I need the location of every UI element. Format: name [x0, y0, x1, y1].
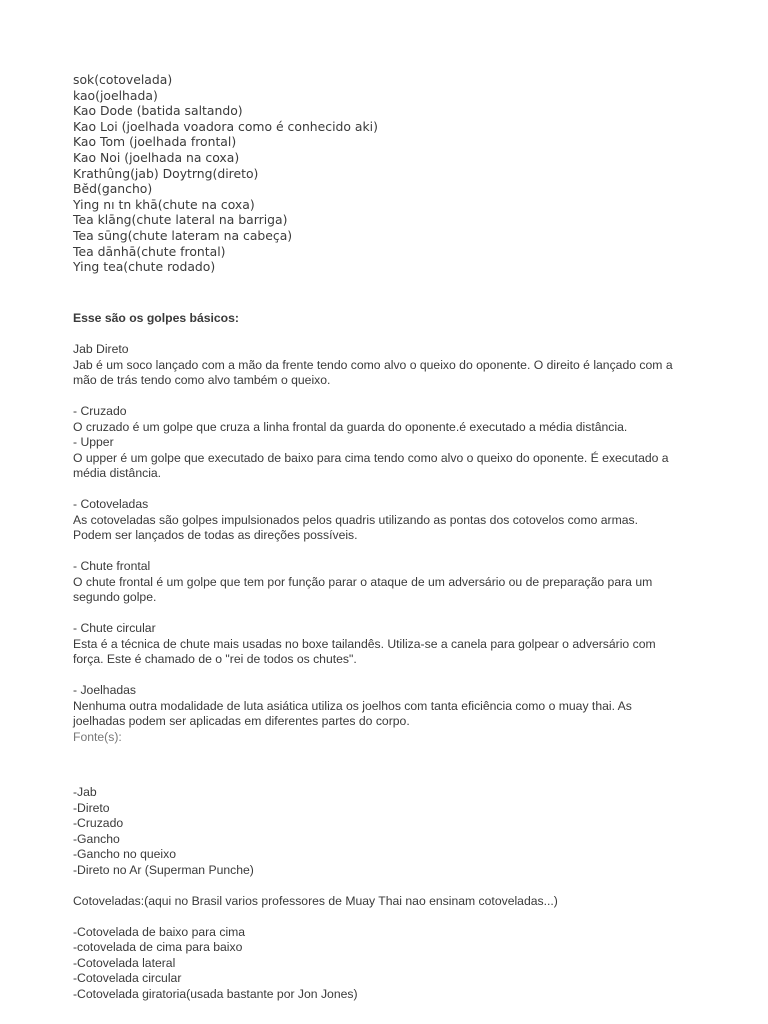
jab-text-line: mão de trás tendo como alvo também o queixo.: [73, 373, 331, 387]
punch-item: -Gancho no queixo: [73, 847, 176, 861]
elbow-item: -Cotovelada giratoria(usada bastante por Jon Jones): [73, 986, 358, 1001]
upper-title: - Upper: [73, 435, 114, 449]
term-line: Kao Loi (joelhada voadora como é conhecido aki): [73, 118, 378, 134]
section-heading: Esse são os golpes básicos:: [73, 311, 239, 325]
elbow-item: -Cotovelada de baixo para cima: [73, 924, 246, 939]
joelhadas-text-line: joelhadas podem ser aplicadas em diferentes partes do corpo.: [73, 714, 410, 728]
joelhadas-text-line: Nenhuma outra modalidade de luta asiática utiliza os joelhos com tanta eficiência como o muay thai. As: [73, 698, 632, 713]
term-line: Ying tea(chute rodado): [73, 259, 216, 275]
jab-title: Jab Direto: [73, 342, 129, 356]
term-line: Bĕd(gancho): [73, 181, 153, 197]
punch-item: -Cruzado: [73, 816, 124, 830]
cotoveladas-text-line: Podem ser lançados de todas as direções possíveis.: [73, 528, 358, 542]
elbow-item: -Cotovelada circular: [73, 971, 182, 985]
elbow-item: -cotovelada de cima para baixo: [73, 940, 243, 954]
chute-frontal-text-line: segundo golpe.: [73, 590, 157, 604]
term-line: Kao Noi (joelhada na coxa): [73, 149, 240, 165]
term-line: Tea dānhā(chute frontal): [73, 243, 226, 259]
cotoveladas-text-line: As cotoveladas são golpes impulsionados pelos quadris utilizando as pontas dos cotovelos como armas.: [73, 512, 639, 527]
chute-frontal-text-line: O chute frontal é um golpe que tem por função parar o ataque de um adversário ou de preparação para um: [73, 574, 653, 589]
punch-item: -Gancho: [73, 831, 120, 846]
term-line: Tea sūng(chute lateram na cabeça): [73, 227, 293, 243]
term-line: kao(joelhada): [73, 87, 158, 103]
term-line: Tea klāng(chute lateral na barriga): [73, 212, 288, 228]
chute-circular-title: - Chute circular: [73, 621, 156, 635]
term-line: Kao Tom (joelhada frontal): [73, 134, 237, 150]
elbows-intro: Cotoveladas:(aqui no Brasil varios professores de Muay Thai nao ensinam cotoveladas...): [73, 893, 558, 908]
cotoveladas-title: - Cotoveladas: [73, 497, 149, 511]
punch-item: -Jab: [73, 785, 97, 799]
punch-item: -Direto no Ar (Superman Punche): [73, 862, 254, 877]
chute-circular-text-line: força. Este é chamado de o "rei de todos os chutes".: [73, 652, 357, 666]
article-body: [73, 311, 703, 1002]
cruzado-title: - Cruzado: [73, 404, 127, 418]
terms-list: [73, 72, 713, 275]
term-line: Kao Dode (batida saltando): [73, 103, 243, 119]
joelhadas-title: - Joelhadas: [73, 683, 137, 697]
jab-text-line: Jab é um soco lançado com a mão da frente tendo como alvo o queixo do oponente. O direito é lançado com a: [73, 357, 673, 372]
upper-text-line: O upper é um golpe que executado de baixo para cima tendo como alvo o queixo do oponente. É executado a: [73, 450, 669, 465]
term-line: Krathûng(jab) Doytrng(direto): [73, 165, 259, 181]
term-line: sok(cotovelada): [73, 72, 173, 87]
cruzado-text-line: O cruzado é um golpe que cruza a linha frontal da guarda do oponente.é executado a média distância.: [73, 419, 628, 434]
upper-text-line: média distância.: [73, 466, 162, 480]
chute-frontal-title: - Chute frontal: [73, 559, 151, 573]
term-line: Ying nı tn khā(chute na coxa): [73, 196, 255, 212]
punch-item: -Direto: [73, 800, 110, 815]
elbow-item: -Cotovelada lateral: [73, 955, 176, 970]
chute-circular-text-line: Esta é a técnica de chute mais usadas no boxe tailandês. Utiliza-se a canela para golpear o adversário com: [73, 636, 656, 651]
source-label: Fonte(s):: [73, 729, 122, 744]
